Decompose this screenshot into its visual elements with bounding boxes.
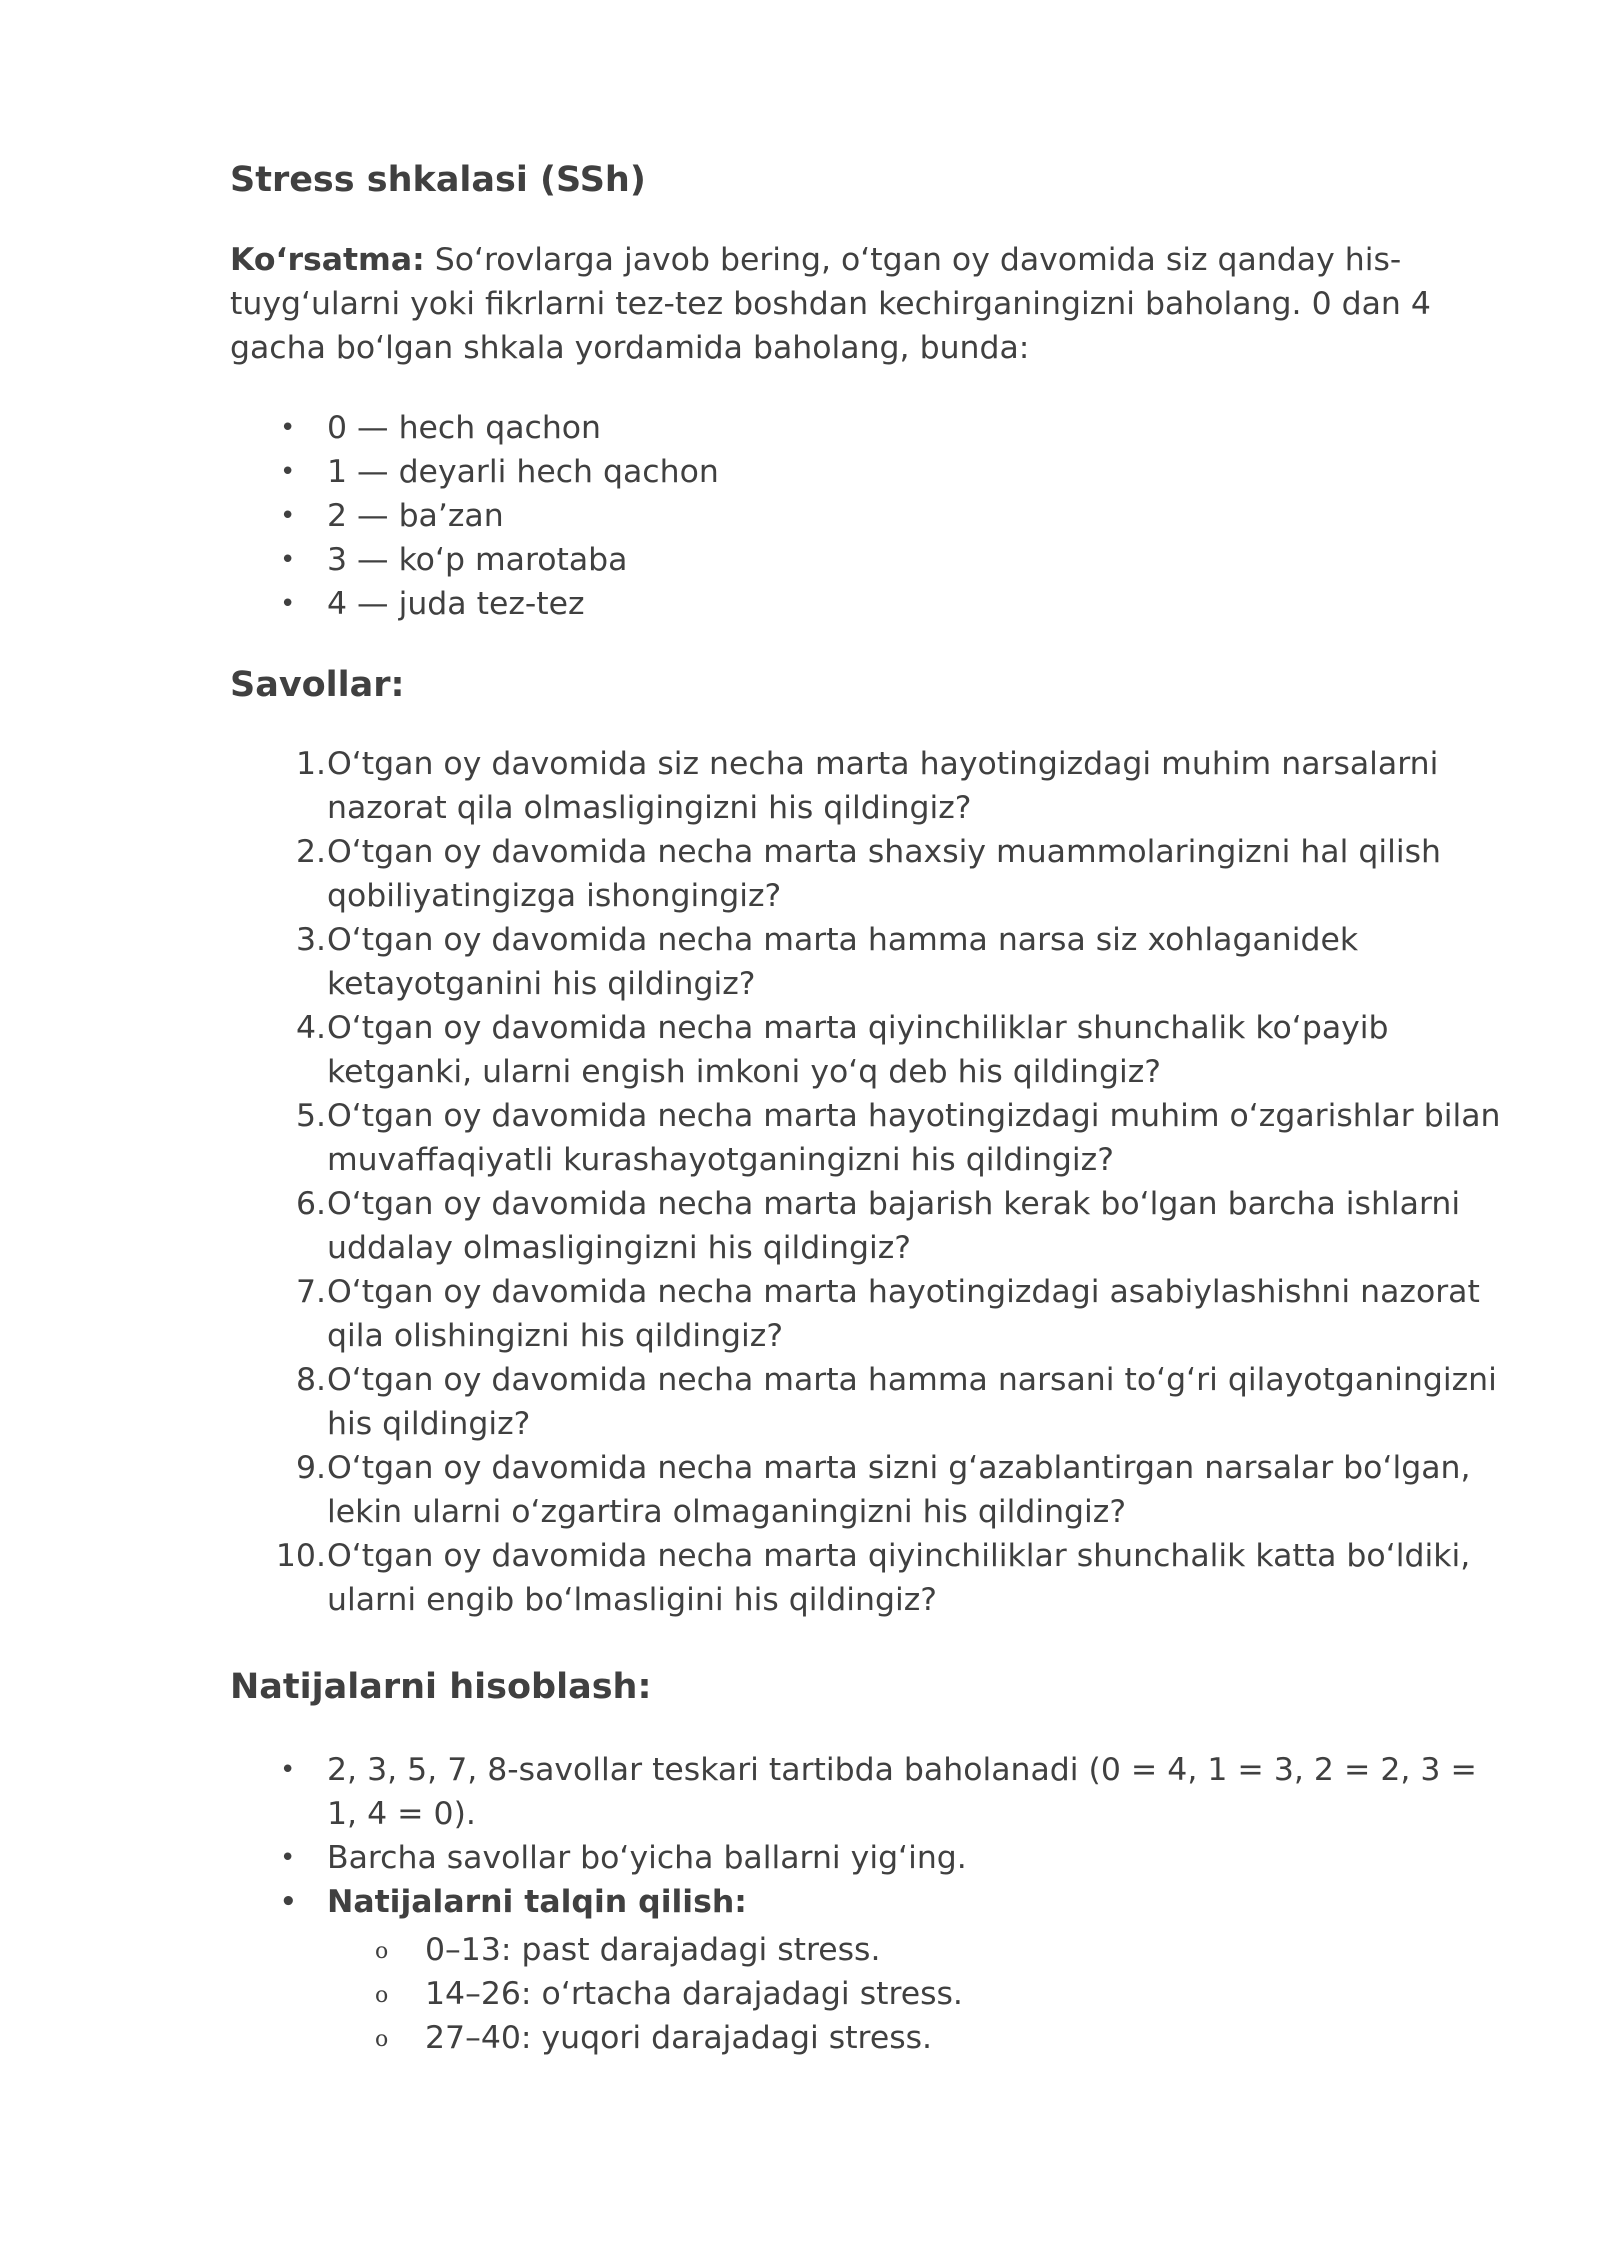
questions-heading: Savollar: bbox=[230, 665, 405, 705]
question-number: 3. bbox=[295, 922, 326, 958]
list-item bbox=[230, 1972, 1500, 2016]
calc-heading: Natijalarni hisoblash: bbox=[230, 1667, 652, 1707]
question-text: Oʻtgan oy davomida necha marta hamma narsa siz xohlaganidek ketayotganini his qildingiz? bbox=[327, 922, 1359, 1002]
range-text: 14–26: oʻrtacha darajadagi stress. bbox=[425, 1976, 963, 2012]
range-text: 27–40: yuqori darajadagi stress. bbox=[425, 2020, 933, 2056]
calc-sum-text: Barcha savollar boʻyicha ballarni yigʻing. bbox=[327, 1840, 967, 1876]
question-item bbox=[230, 918, 1527, 1006]
list-item bbox=[230, 2016, 1500, 2060]
bullet-icon: • bbox=[280, 1887, 297, 1917]
document-page bbox=[230, 150, 1500, 2060]
circle-bullet-icon: o bbox=[375, 1939, 389, 1964]
bullet-icon: • bbox=[280, 545, 296, 575]
question-item bbox=[230, 1534, 1527, 1622]
question-item bbox=[230, 1270, 1527, 1358]
page-title: Stress shkalasi (SSh) bbox=[230, 160, 646, 200]
question-number: 10. bbox=[275, 1538, 326, 1574]
circle-bullet-icon: o bbox=[375, 1983, 389, 2008]
list-item bbox=[230, 1928, 1500, 1972]
question-text: Oʻtgan oy davomida necha marta qiyinchiliklar shunchalik koʻpayib ketganki, ularni engish imkoni yoʻq deb his qildingiz? bbox=[327, 1010, 1389, 1090]
list-item bbox=[230, 582, 1500, 626]
question-item bbox=[230, 1182, 1527, 1270]
bullet-icon: • bbox=[280, 589, 296, 619]
question-number: 9. bbox=[295, 1450, 326, 1486]
questions-list bbox=[230, 742, 1500, 1622]
range-text: 0–13: past darajadagi stress. bbox=[425, 1932, 881, 1968]
question-number: 5. bbox=[295, 1098, 326, 1134]
question-text: Oʻtgan oy davomida necha marta hamma narsani toʻgʻri qilayotganingizni his qildingiz? bbox=[327, 1362, 1497, 1442]
instruction-paragraph bbox=[230, 238, 1500, 370]
bullet-icon: • bbox=[280, 1755, 296, 1785]
question-item bbox=[230, 830, 1527, 918]
question-number: 7. bbox=[295, 1274, 326, 1310]
list-item bbox=[230, 1748, 1500, 1836]
scale-item-label: 1 — deyarli hech qachon bbox=[327, 454, 719, 490]
question-number: 6. bbox=[295, 1186, 326, 1222]
list-item bbox=[230, 538, 1500, 582]
question-text: Oʻtgan oy davomida necha marta hayotingizdagi asabiylashishni nazorat qila olishingizni his qildingiz? bbox=[327, 1274, 1480, 1354]
question-number: 4. bbox=[295, 1010, 326, 1046]
question-text: Oʻtgan oy davomida necha marta sizni gʻazablantirgan narsalar boʻlgan, lekin ularni oʻzgartira olmaganingizni his qildingiz? bbox=[327, 1450, 1471, 1530]
bullet-icon: • bbox=[280, 1843, 296, 1873]
scale-item-label: 2 — baʼzan bbox=[327, 498, 504, 534]
bullet-icon: • bbox=[280, 413, 296, 443]
list-item bbox=[230, 1836, 1500, 1880]
question-item bbox=[230, 1006, 1527, 1094]
calc-reverse-text: 2, 3, 5, 7, 8-savollar teskari tartibda baholanadi (0 = 4, 1 = 3, 2 = 2, 3 = 1, 4 = 0). bbox=[327, 1752, 1477, 1832]
list-item bbox=[230, 406, 1500, 450]
bullet-icon: • bbox=[280, 457, 296, 487]
question-text: Oʻtgan oy davomida necha marta shaxsiy muammolaringizni hal qilish qobiliyatingizga ishongingiz? bbox=[327, 834, 1441, 914]
instruction-text: Soʻrovlarga javob bering, oʻtgan oy davomida siz qanday his-tuygʻularni yoki fikrlarni tez-tez boshdan kechirganingizni baholang. 0 dan 4 gacha boʻlgan shkala yordamida baholang, bunda: bbox=[230, 242, 1431, 366]
question-item bbox=[230, 1094, 1527, 1182]
question-number: 8. bbox=[295, 1362, 326, 1398]
question-item bbox=[230, 1358, 1527, 1446]
question-number: 2. bbox=[295, 834, 326, 870]
question-text: Oʻtgan oy davomida necha marta bajarish kerak boʻlgan barcha ishlarni uddalay olmasligingizni his qildingiz? bbox=[327, 1186, 1461, 1266]
question-text: Oʻtgan oy davomida siz necha marta hayotingizdagi muhim narsalarni nazorat qila olmasligingizni his qildingiz? bbox=[327, 746, 1439, 826]
question-number: 1. bbox=[295, 746, 326, 782]
list-item bbox=[230, 494, 1500, 538]
list-item bbox=[230, 1880, 1500, 1924]
question-item bbox=[230, 1446, 1527, 1534]
list-item bbox=[230, 450, 1500, 494]
calc-list bbox=[230, 1748, 1500, 1924]
question-text: Oʻtgan oy davomida necha marta hayotingizdagi muhim oʻzgarishlar bilan muvaffaqiyatli kurashayotganingizni his qildingiz? bbox=[327, 1098, 1501, 1178]
circle-bullet-icon: o bbox=[375, 2027, 389, 2052]
question-item bbox=[230, 742, 1527, 830]
scale-item-label: 4 — juda tez-tez bbox=[327, 586, 585, 622]
ranges-list bbox=[230, 1928, 1500, 2060]
scale-list bbox=[230, 406, 1500, 626]
instruction-label: Koʻrsatma: bbox=[230, 242, 425, 278]
calc-interpret-label: Natijalarni talqin qilish: bbox=[327, 1884, 747, 1920]
scale-item-label: 3 — koʻp marotaba bbox=[327, 542, 628, 578]
bullet-icon: • bbox=[280, 501, 296, 531]
scale-item-label: 0 — hech qachon bbox=[327, 410, 602, 446]
question-text: Oʻtgan oy davomida necha marta qiyinchiliklar shunchalik katta boʻldiki, ularni engib boʻlmasligini his qildingiz? bbox=[327, 1538, 1471, 1618]
